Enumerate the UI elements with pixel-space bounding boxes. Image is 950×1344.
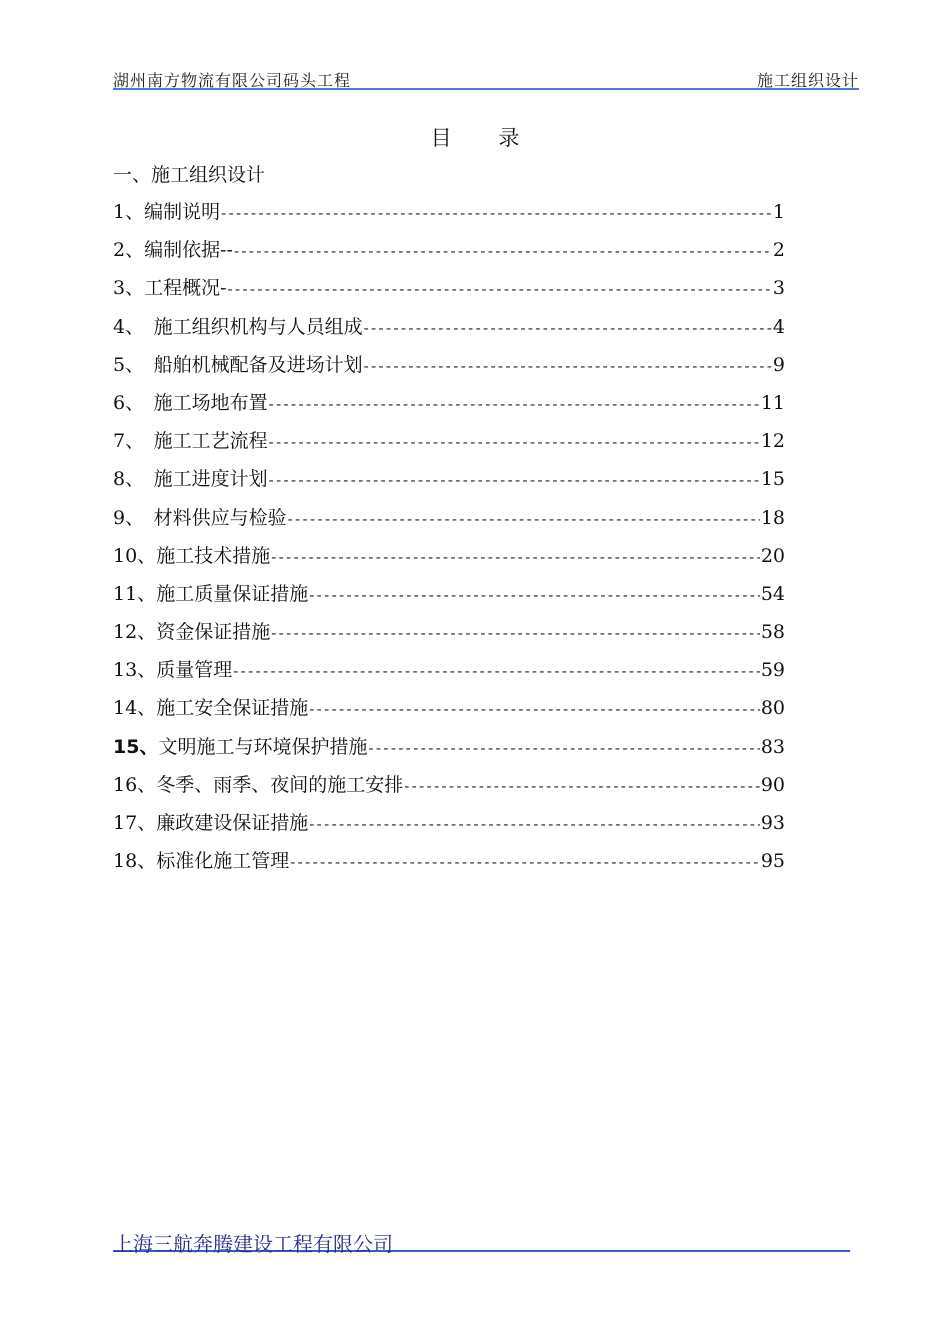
- toc-entry-number: 11、: [113, 582, 157, 605]
- toc-entry-label: 标准化施工管理: [156, 850, 290, 873]
- toc-entry-number: 10、: [113, 544, 157, 567]
- toc-entry-label: 文明施工与环境保护措施: [158, 735, 368, 758]
- toc-entry-number: 8、: [113, 468, 154, 491]
- toc-entry-label: 质量管理: [156, 659, 233, 682]
- toc-leader-dashes: [309, 697, 760, 719]
- toc-leader-dashes: [364, 316, 772, 338]
- toc-entry[interactable]: [113, 350, 785, 388]
- toc-leader-dashes: [309, 812, 760, 834]
- toc-entry-number: 17、: [113, 812, 157, 834]
- toc-entry[interactable]: [113, 693, 785, 731]
- toc-entry-page: 95: [760, 850, 785, 873]
- toc-entry-label: 编制依据--: [144, 239, 233, 262]
- toc-title: 目 录: [430, 126, 540, 150]
- toc-entry[interactable]: [113, 464, 785, 502]
- toc-entry-label: 施工进度计划: [153, 468, 268, 491]
- toc-entry-number: 14、: [113, 697, 157, 720]
- toc-entry[interactable]: [113, 541, 785, 579]
- toc-leader-dashes: [234, 239, 772, 261]
- toc-leader-dashes: [271, 545, 760, 567]
- toc-entry[interactable]: [113, 503, 785, 541]
- toc-leader-dashes: [221, 201, 772, 223]
- toc-entry-label: 廉政建设保证措施: [156, 812, 309, 834]
- toc-entry-number: 18、: [113, 850, 157, 873]
- toc-entry-number: 13、: [113, 659, 157, 682]
- toc-entry-page: 58: [760, 621, 785, 644]
- toc-entry-number: 7、: [113, 430, 154, 453]
- toc-entry-label: 施工质量保证措施: [156, 582, 309, 605]
- toc-entry-label: 编制说明: [144, 201, 221, 223]
- header-document-type: 施工组织设计: [756, 71, 859, 90]
- header-project-name: 湖州南方物流有限公司码头工程: [113, 71, 352, 90]
- toc-entry-label: 工程概况-: [144, 277, 227, 300]
- toc-entry[interactable]: [113, 273, 785, 311]
- toc-entry-label: 材料供应与检验: [153, 506, 287, 529]
- toc-entry[interactable]: [113, 808, 785, 846]
- toc-entry-label: 施工技术措施: [156, 544, 271, 567]
- page-footer: [113, 1228, 850, 1256]
- toc-leader-dashes: [269, 392, 760, 414]
- toc-leader-dashes: [368, 736, 759, 758]
- toc-entry[interactable]: [113, 617, 785, 655]
- toc-entry[interactable]: [113, 426, 785, 464]
- toc-entry-number: 3、: [113, 277, 145, 300]
- footer-company-name: 上海三航奔腾建设工程有限公司: [113, 1232, 393, 1256]
- toc-entry-label: 施工安全保证措施: [156, 697, 309, 720]
- toc-entry-number: 1、: [113, 201, 145, 223]
- toc-list: [113, 197, 785, 884]
- toc-entry-number: 9、: [113, 506, 154, 529]
- toc-entry-page: 54: [760, 582, 785, 605]
- toc-leader-dashes: [271, 621, 760, 643]
- toc-leader-dashes: [228, 277, 772, 299]
- toc-entry-label: 施工工艺流程: [153, 430, 268, 453]
- toc-entry-page: 80: [760, 697, 785, 720]
- toc-entry-page: 2: [772, 239, 785, 262]
- toc-entry[interactable]: [113, 312, 785, 350]
- toc-leader-dashes: [309, 583, 760, 605]
- toc-entry-number: 4、: [113, 315, 154, 338]
- toc-leader-dashes: [364, 354, 772, 376]
- toc-entry-page: 59: [760, 659, 785, 682]
- toc-entry-label: 船舶机械配备及进场计划: [153, 353, 363, 376]
- toc-entry-number: 12、: [113, 621, 157, 644]
- toc-leader-dashes: [288, 507, 760, 529]
- toc-entry-page: 20: [760, 544, 785, 567]
- toc-entry-number: 6、: [113, 391, 154, 414]
- toc-entry-page: 12: [760, 430, 785, 453]
- toc-entry-label: 资金保证措施: [156, 621, 271, 644]
- page-header: [113, 68, 859, 90]
- toc-entry-page: 15: [760, 468, 785, 491]
- toc-entry-page: 83: [760, 735, 785, 758]
- toc-entry-number: 16、: [113, 773, 157, 796]
- toc-entry-page: 9: [772, 353, 785, 376]
- toc-entry-page: 3: [772, 277, 785, 300]
- toc-entry-page: 11: [760, 391, 785, 414]
- toc-entry-page: 90: [760, 773, 785, 796]
- toc-leader-dashes: [290, 850, 760, 872]
- toc-leader-dashes: [269, 468, 760, 490]
- toc-entry-number: 5、: [113, 353, 154, 376]
- toc-entry-page: 1: [772, 201, 785, 223]
- toc-entry[interactable]: [113, 579, 785, 617]
- toc-entry-page: 18: [760, 506, 785, 529]
- toc-entry-page: 4: [772, 315, 785, 338]
- toc-entry-page: 93: [760, 812, 785, 834]
- toc-leader-dashes: [404, 774, 760, 796]
- toc-entry-label: 施工场地布置: [153, 391, 268, 414]
- toc-entry-number: 15、: [113, 735, 159, 758]
- toc-leader-dashes: [269, 430, 760, 452]
- toc-entry[interactable]: [113, 197, 785, 235]
- toc-entry[interactable]: [113, 846, 785, 884]
- toc-entry[interactable]: [113, 235, 785, 273]
- toc-leader-dashes: [233, 659, 760, 681]
- toc-entry[interactable]: [113, 388, 785, 426]
- toc-entry[interactable]: [113, 770, 785, 808]
- toc-entry-label: 施工组织机构与人员组成: [153, 315, 363, 338]
- toc-entry-number: 2、: [113, 239, 145, 262]
- toc-entry-label: 冬季、雨季、夜间的施工安排: [156, 773, 404, 796]
- toc-entry[interactable]: [113, 732, 785, 770]
- toc-entry[interactable]: [113, 655, 785, 693]
- toc-section-heading: 一、施工组织设计: [113, 164, 266, 186]
